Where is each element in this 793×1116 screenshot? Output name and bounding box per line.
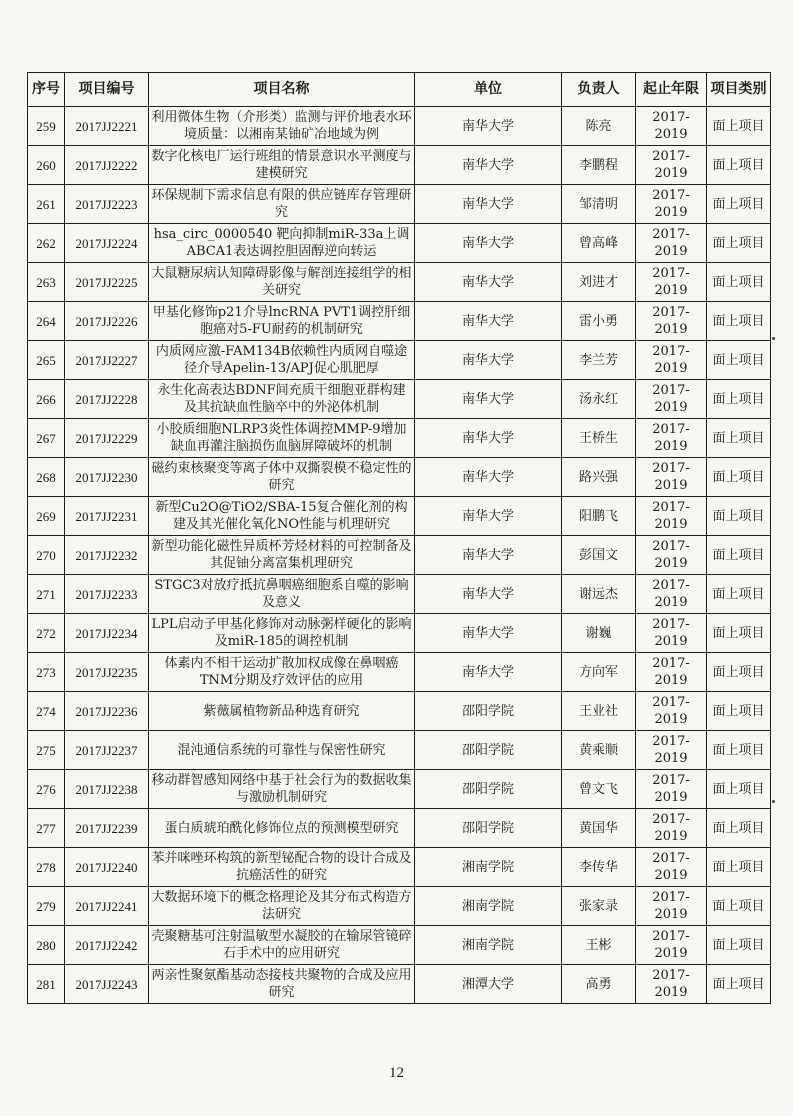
period-start: 2017- [652,695,690,710]
cell-name: 新型功能化磁性异质杯芳烃材料的可控制备及其促铀分离富集机理研究 [149,536,415,575]
cell-name: LPL启动子甲基化修饰对动脉粥样硬化的影响及miR-185的调控机制 [149,614,415,653]
table-row [28,458,771,497]
project-table [27,72,771,1004]
cell-seq: 266 [28,380,65,419]
table-body [28,107,771,1004]
period-end: 2019 [654,478,688,493]
cell-name: 两亲性聚氨酯基动态接枝共聚物的合成及应用研究 [149,965,415,1004]
cell-period [636,146,707,185]
period-start: 2017- [652,266,690,281]
period-end: 2019 [654,868,688,883]
table-row [28,770,771,809]
table-row [28,107,771,146]
cell-seq: 262 [28,224,65,263]
period-start: 2017- [652,149,690,164]
cell-name: 大鼠糖尿病认知障碍影像与解剖连接组学的相关研究 [149,263,415,302]
cell-category: 面上项目 [707,341,771,380]
period-end: 2019 [654,400,688,415]
cell-code: 2017JJ2243 [65,965,149,1004]
period-end: 2019 [654,829,688,844]
cell-leader: 路兴强 [562,458,636,497]
cell-code: 2017JJ2233 [65,575,149,614]
cell-unit: 湘南学院 [415,926,562,965]
period-start: 2017- [652,500,690,515]
cell-unit: 南华大学 [415,536,562,575]
cell-code: 2017JJ2236 [65,692,149,731]
table-row [28,965,771,1004]
cell-period [636,536,707,575]
period-start: 2017- [652,890,690,905]
table-row [28,185,771,224]
cell-unit: 南华大学 [415,185,562,224]
period-start: 2017- [652,422,690,437]
cell-code: 2017JJ2224 [65,224,149,263]
cell-category: 面上项目 [707,380,771,419]
cell-unit: 邵阳学院 [415,770,562,809]
period-end: 2019 [654,751,688,766]
cell-name: 数字化核电厂运行班组的情景意识水平测度与建模研究 [149,146,415,185]
cell-category: 面上项目 [707,848,771,887]
cell-code: 2017JJ2237 [65,731,149,770]
cell-period [636,458,707,497]
cell-name: 小胶质细胞NLRP3炎性体调控MMP-9增加缺血再灌注脑损伤血脑屏障破坏的机制 [149,419,415,458]
cell-category: 面上项目 [707,770,771,809]
cell-seq: 270 [28,536,65,575]
cell-unit: 南华大学 [415,653,562,692]
cell-name: 体素内不相干运动扩散加权成像在鼻咽癌TNM分期及疗效评估的应用 [149,653,415,692]
cell-category: 面上项目 [707,731,771,770]
cell-unit: 邵阳学院 [415,692,562,731]
cell-period [636,770,707,809]
cell-unit: 南华大学 [415,302,562,341]
period-end: 2019 [654,907,688,922]
period-start: 2017- [652,734,690,749]
cell-leader: 邹清明 [562,185,636,224]
period-start: 2017- [652,344,690,359]
cell-leader: 阳鹏飞 [562,497,636,536]
cell-code: 2017JJ2241 [65,887,149,926]
table-row [28,302,771,341]
cell-category: 面上项目 [707,926,771,965]
cell-seq: 281 [28,965,65,1004]
scan-speck [772,337,775,340]
table-row [28,692,771,731]
period-end: 2019 [654,517,688,532]
table-row [28,809,771,848]
cell-seq: 273 [28,653,65,692]
period-end: 2019 [654,595,688,610]
cell-code: 2017JJ2222 [65,146,149,185]
cell-unit: 南华大学 [415,497,562,536]
cell-category: 面上项目 [707,653,771,692]
cell-period [636,263,707,302]
period-end: 2019 [654,244,688,259]
cell-unit: 南华大学 [415,614,562,653]
cell-leader: 刘进才 [562,263,636,302]
cell-leader: 方向军 [562,653,636,692]
cell-unit: 南华大学 [415,575,562,614]
period-start: 2017- [652,929,690,944]
cell-name: 混沌通信系统的可靠性与保密性研究 [149,731,415,770]
cell-seq: 275 [28,731,65,770]
cell-category: 面上项目 [707,146,771,185]
cell-period [636,380,707,419]
cell-unit: 南华大学 [415,107,562,146]
cell-leader: 李兰芳 [562,341,636,380]
cell-seq: 276 [28,770,65,809]
cell-seq: 272 [28,614,65,653]
table-row [28,887,771,926]
table-row [28,653,771,692]
cell-seq: 263 [28,263,65,302]
period-start: 2017- [652,656,690,671]
cell-name: 内质网应激-FAM134B依赖性内质网自噬途径介导Apelin-13/APJ促心肌肥厚 [149,341,415,380]
cell-seq: 279 [28,887,65,926]
cell-seq: 274 [28,692,65,731]
cell-seq: 280 [28,926,65,965]
cell-leader: 雷小勇 [562,302,636,341]
table-row [28,614,771,653]
period-end: 2019 [654,790,688,805]
period-end: 2019 [654,439,688,454]
period-start: 2017- [652,461,690,476]
table-row [28,380,771,419]
period-end: 2019 [654,712,688,727]
cell-code: 2017JJ2238 [65,770,149,809]
cell-leader: 王彬 [562,926,636,965]
table-row [28,224,771,263]
period-start: 2017- [652,383,690,398]
page-number: 12 [389,1065,404,1081]
cell-leader: 李传华 [562,848,636,887]
table-header [28,73,771,107]
cell-seq: 260 [28,146,65,185]
cell-code: 2017JJ2242 [65,926,149,965]
cell-code: 2017JJ2228 [65,380,149,419]
cell-period [636,926,707,965]
cell-leader: 王业社 [562,692,636,731]
cell-name: 新型Cu2O@TiO2/SBA-15复合催化剂的构建及其光催化氧化NO性能与机理研究 [149,497,415,536]
cell-seq: 267 [28,419,65,458]
cell-leader: 汤永红 [562,380,636,419]
cell-category: 面上项目 [707,263,771,302]
cell-category: 面上项目 [707,809,771,848]
cell-name: 大数据环境下的概念格理论及其分布式构造方法研究 [149,887,415,926]
cell-code: 2017JJ2240 [65,848,149,887]
cell-category: 面上项目 [707,302,771,341]
header-period: 起止年限 [636,73,707,107]
cell-category: 面上项目 [707,575,771,614]
period-end: 2019 [654,127,688,142]
scan-speck [772,800,775,803]
cell-name: 壳聚糖基可注射温敏型水凝胶的在输尿管镜碎石手术中的应用研究 [149,926,415,965]
header-row [28,73,771,107]
period-start: 2017- [652,812,690,827]
period-start: 2017- [652,227,690,242]
period-end: 2019 [654,673,688,688]
table-row [28,146,771,185]
cell-period [636,341,707,380]
cell-unit: 南华大学 [415,263,562,302]
header-code: 项目编号 [65,73,149,107]
header-category: 项目类别 [707,73,771,107]
cell-category: 面上项目 [707,185,771,224]
cell-period [636,848,707,887]
cell-leader: 曾高峰 [562,224,636,263]
table-row [28,419,771,458]
cell-leader: 高勇 [562,965,636,1004]
period-start: 2017- [652,305,690,320]
cell-category: 面上项目 [707,614,771,653]
period-end: 2019 [654,283,688,298]
cell-period [636,653,707,692]
header-leader: 负责人 [562,73,636,107]
cell-code: 2017JJ2223 [65,185,149,224]
cell-unit: 南华大学 [415,146,562,185]
cell-name: 利用微体生物（介形类）监测与评价地表水环境质量：以湘南某铀矿冶地域为例 [149,107,415,146]
cell-period [636,224,707,263]
cell-seq: 264 [28,302,65,341]
period-start: 2017- [652,188,690,203]
table-row [28,731,771,770]
cell-leader: 彭国文 [562,536,636,575]
period-start: 2017- [652,851,690,866]
cell-name: 永生化高表达BDNF间充质干细胞亚群构建及其抗缺血性脑卒中的外泌体机制 [149,380,415,419]
period-start: 2017- [652,539,690,554]
cell-code: 2017JJ2234 [65,614,149,653]
cell-period [636,614,707,653]
period-start: 2017- [652,110,690,125]
table-row [28,575,771,614]
header-seq: 序号 [28,73,65,107]
cell-period [636,575,707,614]
cell-leader: 王桥生 [562,419,636,458]
cell-category: 面上项目 [707,536,771,575]
cell-category: 面上项目 [707,887,771,926]
cell-code: 2017JJ2231 [65,497,149,536]
cell-period [636,809,707,848]
cell-code: 2017JJ2229 [65,419,149,458]
cell-period [636,302,707,341]
cell-unit: 南华大学 [415,458,562,497]
cell-code: 2017JJ2232 [65,536,149,575]
cell-code: 2017JJ2239 [65,809,149,848]
period-end: 2019 [654,946,688,961]
header-unit: 单位 [415,73,562,107]
period-end: 2019 [654,322,688,337]
cell-period [636,497,707,536]
cell-name: 苯并咪唑环构筑的新型铋配合物的设计合成及抗癌活性的研究 [149,848,415,887]
cell-category: 面上项目 [707,692,771,731]
cell-code: 2017JJ2225 [65,263,149,302]
cell-category: 面上项目 [707,458,771,497]
cell-name: 磁约束核聚变等离子体中双撕裂模不稳定性的研究 [149,458,415,497]
period-end: 2019 [654,205,688,220]
cell-period [636,965,707,1004]
period-end: 2019 [654,985,688,1000]
table-row [28,926,771,965]
cell-leader: 曾文飞 [562,770,636,809]
period-end: 2019 [654,556,688,571]
cell-period [636,107,707,146]
cell-category: 面上项目 [707,107,771,146]
cell-seq: 265 [28,341,65,380]
period-start: 2017- [652,968,690,983]
header-name: 项目名称 [149,73,415,107]
cell-seq: 268 [28,458,65,497]
cell-unit: 南华大学 [415,224,562,263]
period-start: 2017- [652,773,690,788]
cell-leader: 谢巍 [562,614,636,653]
cell-unit: 湘南学院 [415,848,562,887]
cell-period [636,419,707,458]
cell-unit: 南华大学 [415,341,562,380]
cell-category: 面上项目 [707,224,771,263]
cell-leader: 谢远杰 [562,575,636,614]
table-row [28,536,771,575]
cell-code: 2017JJ2230 [65,458,149,497]
cell-unit: 湘南学院 [415,887,562,926]
cell-leader: 张家录 [562,887,636,926]
period-end: 2019 [654,166,688,181]
cell-unit: 南华大学 [415,380,562,419]
cell-category: 面上项目 [707,497,771,536]
cell-name: hsa_circ_0000540 靶向抑制miR-33a上调ABCA1表达调控胆固醇逆向转运 [149,224,415,263]
cell-seq: 261 [28,185,65,224]
table-row [28,497,771,536]
cell-period [636,731,707,770]
table-row [28,263,771,302]
period-end: 2019 [654,634,688,649]
cell-code: 2017JJ2235 [65,653,149,692]
cell-leader: 黄乘顺 [562,731,636,770]
cell-name: STGC3对放疗抵抗鼻咽癌细胞系自噬的影响及意义 [149,575,415,614]
table-row [28,341,771,380]
cell-period [636,887,707,926]
period-end: 2019 [654,361,688,376]
cell-code: 2017JJ2227 [65,341,149,380]
cell-seq: 271 [28,575,65,614]
cell-period [636,692,707,731]
cell-name: 环保规制下需求信息有限的供应链库存管理研究 [149,185,415,224]
cell-leader: 黄国华 [562,809,636,848]
cell-unit: 邵阳学院 [415,809,562,848]
cell-name: 蛋白质琥珀酰化修饰位点的预测模型研究 [149,809,415,848]
cell-leader: 陈亮 [562,107,636,146]
cell-category: 面上项目 [707,965,771,1004]
cell-category: 面上项目 [707,419,771,458]
cell-name: 甲基化修饰p21介导lncRNA PVT1调控肝细胞癌对5-FU耐药的机制研究 [149,302,415,341]
cell-name: 紫薇属植物新品种选育研究 [149,692,415,731]
table-row [28,848,771,887]
cell-unit: 湘潭大学 [415,965,562,1004]
cell-seq: 269 [28,497,65,536]
cell-seq: 278 [28,848,65,887]
cell-unit: 邵阳学院 [415,731,562,770]
cell-leader: 李鹏程 [562,146,636,185]
cell-name: 移动群智感知网络中基于社会行为的数据收集与激励机制研究 [149,770,415,809]
cell-period [636,185,707,224]
cell-seq: 259 [28,107,65,146]
cell-code: 2017JJ2221 [65,107,149,146]
cell-unit: 南华大学 [415,419,562,458]
period-start: 2017- [652,578,690,593]
cell-seq: 277 [28,809,65,848]
cell-code: 2017JJ2226 [65,302,149,341]
period-start: 2017- [652,617,690,632]
